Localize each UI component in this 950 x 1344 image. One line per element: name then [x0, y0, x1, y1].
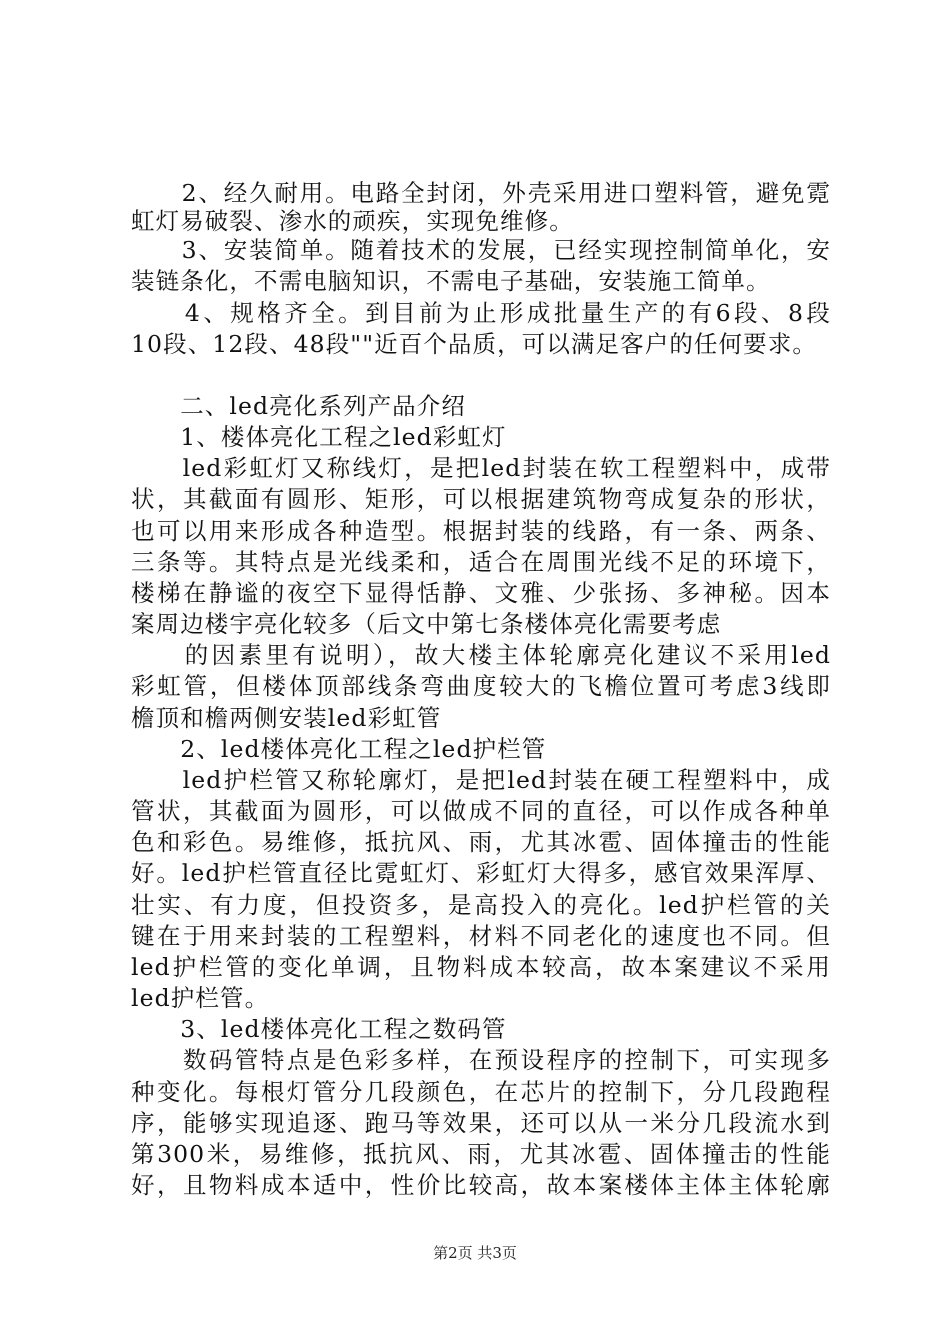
subsection-heading: 1、楼体亮化工程之led彩虹灯 — [131, 423, 507, 451]
paragraph-line: 楼梯在静谧的夜空下显得恬静、文雅、少张扬、多神秘。因本 — [131, 579, 831, 607]
paragraph-line: 4、规格齐全。到目前为止形成批量生产的有6段、8段 — [131, 299, 831, 327]
paragraph-line: 管状，其截面为圆形，可以做成不同的直径，可以作成各种单 — [131, 797, 831, 825]
subsection-heading: 2、led楼体亮化工程之led护栏管 — [131, 735, 547, 763]
paragraph-line: 彩虹管，但楼体顶部线条弯曲度较大的飞檐位置可考虑3线即 — [131, 672, 831, 700]
paragraph-line: led彩虹灯又称线灯，是把led封装在软工程塑料中，成带 — [131, 454, 831, 482]
paragraph-line: 数码管特点是色彩多样，在预设程序的控制下，可实现多 — [131, 1046, 831, 1074]
paragraph-line: 虹灯易破裂、渗水的顽疾，实现免维修。 — [131, 207, 574, 235]
paragraph-line: 种变化。每根灯管分几段颜色，在芯片的控制下，分几段跑程 — [131, 1078, 831, 1106]
paragraph-line: 的因素里有说明），故大楼主体轮廓亮化建议不采用led — [131, 641, 831, 669]
paragraph-line: 键在于用来封装的工程塑料，材料不同老化的速度也不同。但 — [131, 922, 831, 950]
paragraph-line: 也可以用来形成各种造型。根据封装的线路，有一条、两条、 — [131, 517, 831, 545]
subsection-heading: 3、led楼体亮化工程之数码管 — [131, 1015, 507, 1043]
paragraph-line: 装链条化，不需电脑知识，不需电子基础，安装施工简单。 — [131, 267, 771, 295]
paragraph-line: 案周边楼宇亮化较多（后文中第七条楼体亮化需要考虑 — [131, 610, 722, 638]
paragraph-line: 好。led护栏管直径比霓虹灯、彩虹灯大得多，感官效果浑厚、 — [131, 859, 831, 887]
paragraph-line: 序，能够实现追逐、跑马等效果，还可以从一米分几段流水到 — [131, 1109, 831, 1137]
paragraph-line: led护栏管。 — [131, 984, 270, 1012]
page-number-footer: 第2页 共3页 — [433, 1244, 517, 1262]
paragraph-line: 檐顶和檐两侧安装led彩虹管 — [131, 704, 442, 732]
paragraph-line: 壮实、有力度，但投资多，是高投入的亮化。led护栏管的关 — [131, 891, 831, 919]
paragraph-line: 好，且物料成本适中，性价比较高，故本案楼体主体主体轮廓 — [131, 1171, 831, 1199]
paragraph-line: 状，其截面有圆形、矩形，可以根据建筑物弯成复杂的形状， — [131, 485, 831, 513]
section-heading: 二、led亮化系列产品介绍 — [131, 392, 466, 420]
paragraph-line: 2、经久耐用。电路全封闭，外壳采用进口塑料管，避免霓 — [131, 179, 831, 207]
paragraph-line: led护栏管又称轮廓灯，是把led封装在硬工程塑料中，成 — [131, 766, 831, 794]
paragraph-line: 10段、12段、48段""近百个品质，可以满足客户的任何要求。 — [131, 330, 817, 358]
paragraph-line: 第300米，易维修，抵抗风、雨，尤其冰雹、固体撞击的性能 — [131, 1140, 831, 1168]
paragraph-line: 色和彩色。易维修，抵抗风、雨，尤其冰雹、固体撞击的性能 — [131, 828, 831, 856]
paragraph-line: 3、安装简单。随着技术的发展，已经实现控制简单化，安 — [131, 236, 831, 264]
paragraph-line: 三条等。其特点是光线柔和，适合在周围光线不足的环境下， — [131, 548, 831, 576]
paragraph-line: led护栏管的变化单调，且物料成本较高，故本案建议不采用 — [131, 953, 831, 981]
